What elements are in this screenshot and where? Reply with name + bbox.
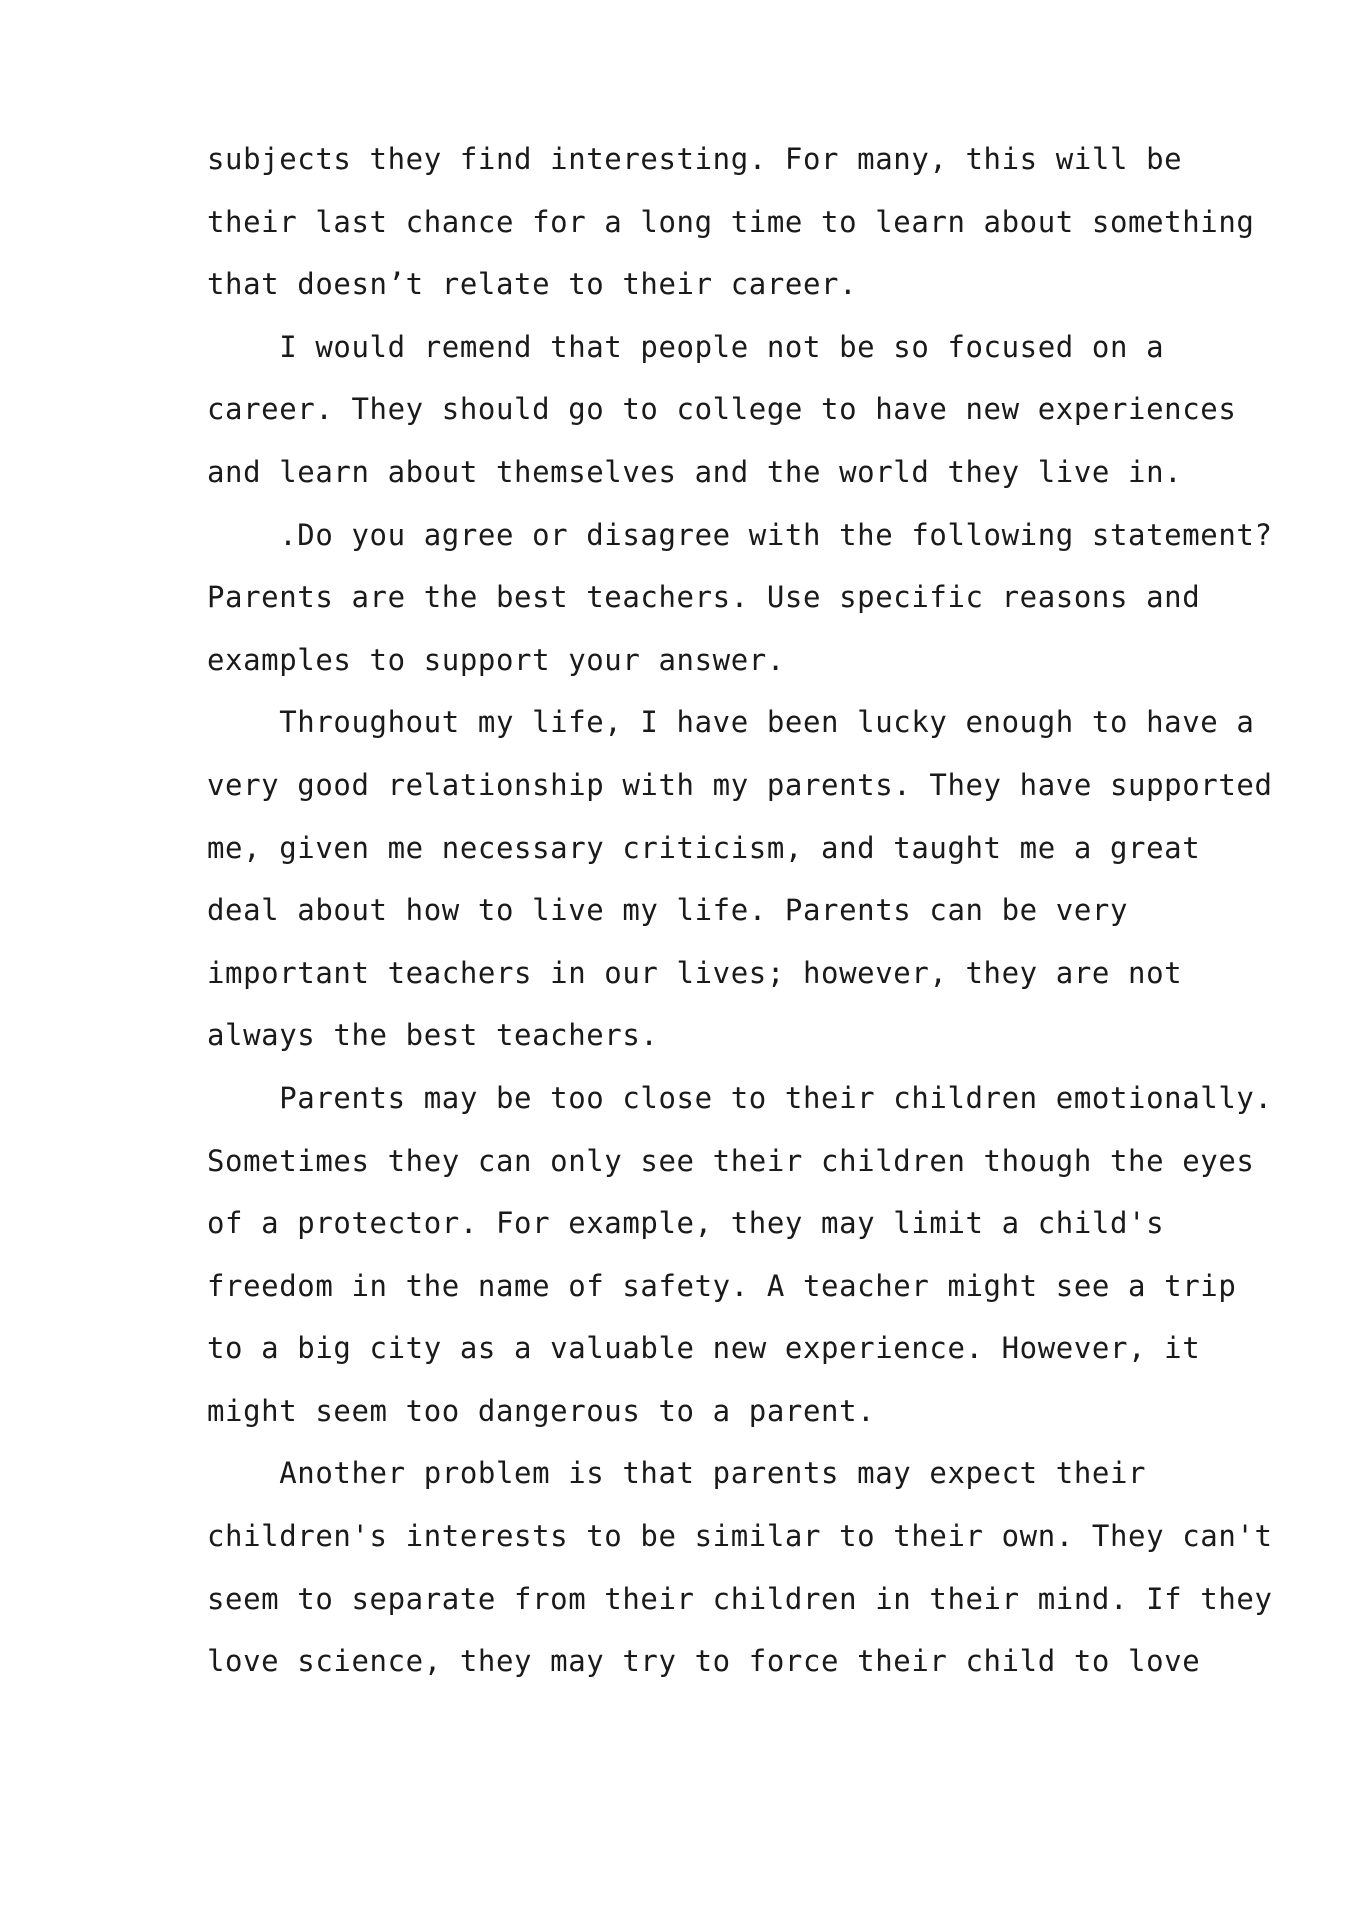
text-line: seem to separate from their children in their mind. If they: [207, 1581, 1273, 1616]
text-line: .Do you agree or disagree with the following statement?: [207, 517, 1273, 552]
text-line: very good relationship with my parents. They have supported: [207, 767, 1273, 802]
text-line: of a protector. For example, they may limit a child's: [207, 1206, 1165, 1241]
text-line: deal about how to live my life. Parents can be very: [207, 893, 1129, 928]
text-line: Parents are the best teachers. Use specific reasons and: [207, 580, 1201, 615]
text-line: and learn about themselves and the world they live in.: [207, 454, 1183, 489]
text-line: Another problem is that parents may expect their: [207, 1456, 1147, 1491]
text-line: freedom in the name of safety. A teacher might see a trip: [207, 1268, 1237, 1303]
text-line: might seem too dangerous to a parent.: [207, 1393, 876, 1428]
text-line: subjects they find interesting. For many, this will be: [207, 142, 1183, 176]
text-line: me, given me necessary criticism, and taught me a great: [207, 830, 1201, 865]
text-line: love science, they may try to force their child to love: [207, 1644, 1201, 1679]
text-line: their last chance for a long time to learn about something: [207, 204, 1255, 239]
text-line: Sometimes they can only see their children though the eyes: [207, 1143, 1255, 1178]
text-line: children's interests to be similar to their own. They can't: [207, 1519, 1273, 1554]
text-line: Parents may be too close to their children emotionally.: [207, 1080, 1273, 1115]
text-line: important teachers in our lives; however, they are not: [207, 955, 1183, 990]
text-line: that doesn’t relate to their career.: [207, 267, 858, 302]
text-line: career. They should go to college to have new experiences: [207, 392, 1237, 427]
text-line: I would remend that people not be so focused on a: [207, 329, 1165, 364]
text-line: Throughout my life, I have been lucky enough to have a: [207, 705, 1255, 740]
text-line: always the best teachers.: [207, 1018, 659, 1053]
document-body: [207, 128, 1273, 1693]
text-line: to a big city as a valuable new experience. However, it: [207, 1331, 1201, 1366]
text-line: examples to support your answer.: [207, 642, 785, 677]
